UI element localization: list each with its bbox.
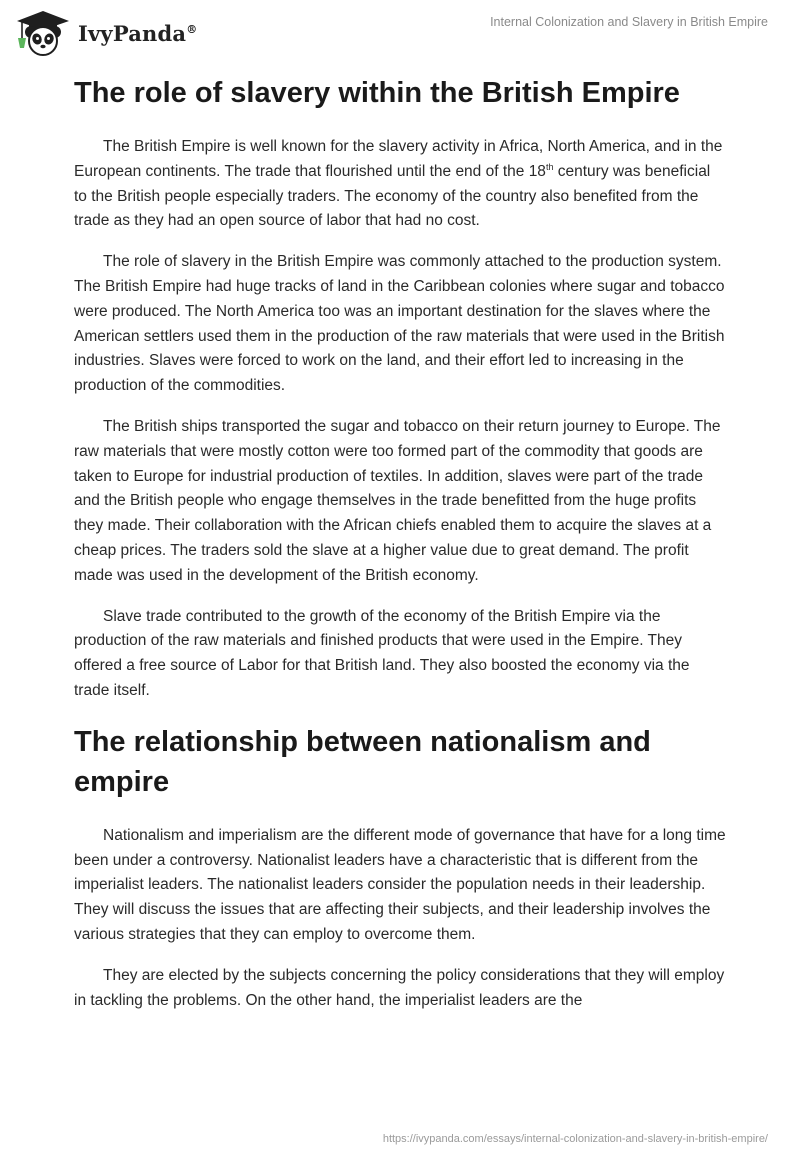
article-body <box>74 70 726 1013</box>
paragraph: The British Empire is well known for the slavery activity in Africa, North America, and in the European continents. The trade that flourished until the end of the 18th century was beneficial to the British people especially traders. The economy of the country also benefited from the trade as they had an open source of labor that had no cost. <box>74 138 723 230</box>
brand-name: IvyPanda® <box>78 20 198 46</box>
paragraph: The role of slavery in the British Empire was commonly attached to the production system. The British Empire had huge tracks of land in the Caribbean colonies where sugar and tobacco were produced. The North America too was an important destination for the slaves where the American settlers used them in the production of the raw materials that were used in the British industries. Slaves were forced to work on the land, and their effort led to increasing in the production of the commodities. <box>74 253 725 395</box>
section-heading-slavery: The role of slavery within the British Empire <box>74 77 680 109</box>
section-heading-nationalism: The relationship between nationalism and empire <box>74 725 651 798</box>
ivypanda-logo[interactable] <box>14 8 197 58</box>
page-header <box>0 0 800 68</box>
source-url[interactable]: https://ivypanda.com/essays/internal-colonization-and-slavery-in-british-empire/ <box>382 1133 768 1145</box>
paragraph: The British ships transported the sugar and tobacco on their return journey to Europe. The raw materials that were mostly cotton were too formed part of the commodity that goods are taken to Europe for industrial production of textiles. In addition, slaves were part of the trade and the British people who engage themselves in the trade benefitted from the huge profits they made. Their collaboration with the African chiefs enabled them to acquire the slaves at a cheap prices. The traders sold the slave at a higher value due to great demand. The profit made was used in the development of the British economy. <box>74 417 721 584</box>
paragraph: Slave trade contributed to the growth of the economy of the British Empire via the production of the raw materials and finished products that were used in the Empire. They offered a free source of Labor for that British land. They also boosted the economy via the trade itself. <box>74 607 690 699</box>
document-title: Internal Colonization and Slavery in British Empire <box>490 15 768 29</box>
paragraph: Nationalism and imperialism are the different mode of governance that have for a long time been under a controversy. Nationalist leaders have a characteristic that is different from the imperialist leaders. The nationalist leaders consider the population needs in their leadership. They will discuss the issues that are affecting their subjects, and their leadership involves the various strategies that they can employ to overcome them. <box>74 826 726 943</box>
panda-graduate-icon <box>14 8 72 58</box>
paragraph: They are elected by the subjects concerning the policy considerations that they will employ in tackling the problems. On the other hand, the imperialist leaders are the <box>74 966 725 1009</box>
